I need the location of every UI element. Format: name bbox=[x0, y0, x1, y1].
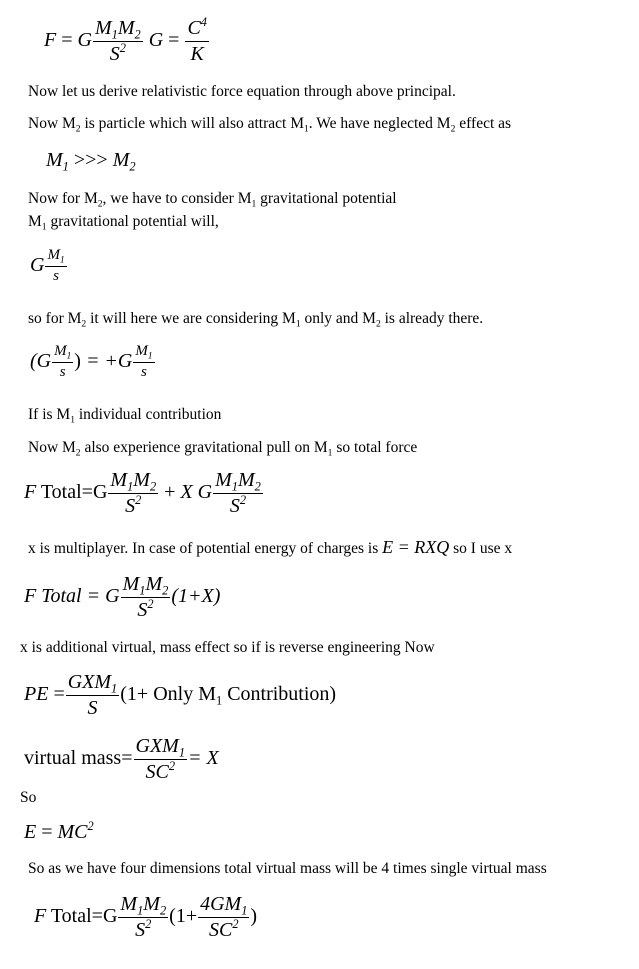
paragraph-so: So bbox=[20, 789, 37, 806]
paragraph-individual: If is $M_1$ individual contribution bbox=[28, 406, 222, 426]
equation-total-force-factor: F Total = G $\frac{M_1M_2}{S^2}$ (1+X) bbox=[24, 573, 221, 621]
equation-potential: G $\frac{M_1}{s}$ bbox=[30, 247, 65, 284]
equation-newton-force: F = G $\frac{M_1M_2}{S^2}$ G = $\frac{C^4}{K}$ bbox=[44, 14, 207, 65]
paragraph-m2-considering: so for $M_2$ it will here we are considering $M_1$ only and $M_2$ is already there. bbox=[28, 310, 484, 330]
paragraph-total-force: Now $M_2$ also experience gravitational pull on $M_1$ so total force bbox=[28, 439, 418, 459]
equation-final-force: F Total=G $\frac{M_1M_2}{S^2}$ (1+ $\frac{4GM_1}{SC^2}$ ) bbox=[34, 893, 258, 941]
equation-mass-inequality: $M_1$ >>> $M_2$ bbox=[46, 149, 136, 174]
paragraph-m1-potential: $M_1$ gravitational potential will, bbox=[28, 213, 219, 233]
paragraph-m2-particle: Now $M_2$ is particle which will also attract $M_1$. We have neglected $M_2$ effect as bbox=[28, 115, 512, 135]
paragraph-multiplayer: x is multiplayer. In case of potential energy of charges is E = RXQ so I use x bbox=[28, 537, 513, 557]
equation-potential-energy: PE = $\frac{GXM_1}{S}$ (1+ Only $M_1$ Contribution) bbox=[24, 671, 337, 719]
equation-virtual-mass: virtual mass= $\frac{GXM_1}{SC^2}$ = X bbox=[24, 735, 219, 783]
paragraph-m2-consider: Now for $M_2$, we have to consider $M_1$ gravitational potential bbox=[28, 190, 397, 210]
paragraph-four-dimensions: So as we have four dimensions total virtual mass will be 4 times single virtual mass bbox=[28, 860, 547, 877]
equation-mass-energy: $E = MC^2$ bbox=[24, 818, 94, 843]
equation-potential-equality: (G $\frac{M_1}{s}$ ) = +G $\frac{M_1}{s}$ bbox=[30, 343, 153, 380]
paragraph-reverse-engineering: x is additional virtual, mass effect so if is reverse engineering Now bbox=[20, 639, 435, 656]
equation-total-force: F Total=G $\frac{M_1M_2}{S^2}$ + X G $\frac{M_1M_2}{S^2}$ bbox=[24, 469, 261, 517]
paragraph-derive: Now let us derive relativistic force equation through above principal. bbox=[28, 83, 456, 100]
